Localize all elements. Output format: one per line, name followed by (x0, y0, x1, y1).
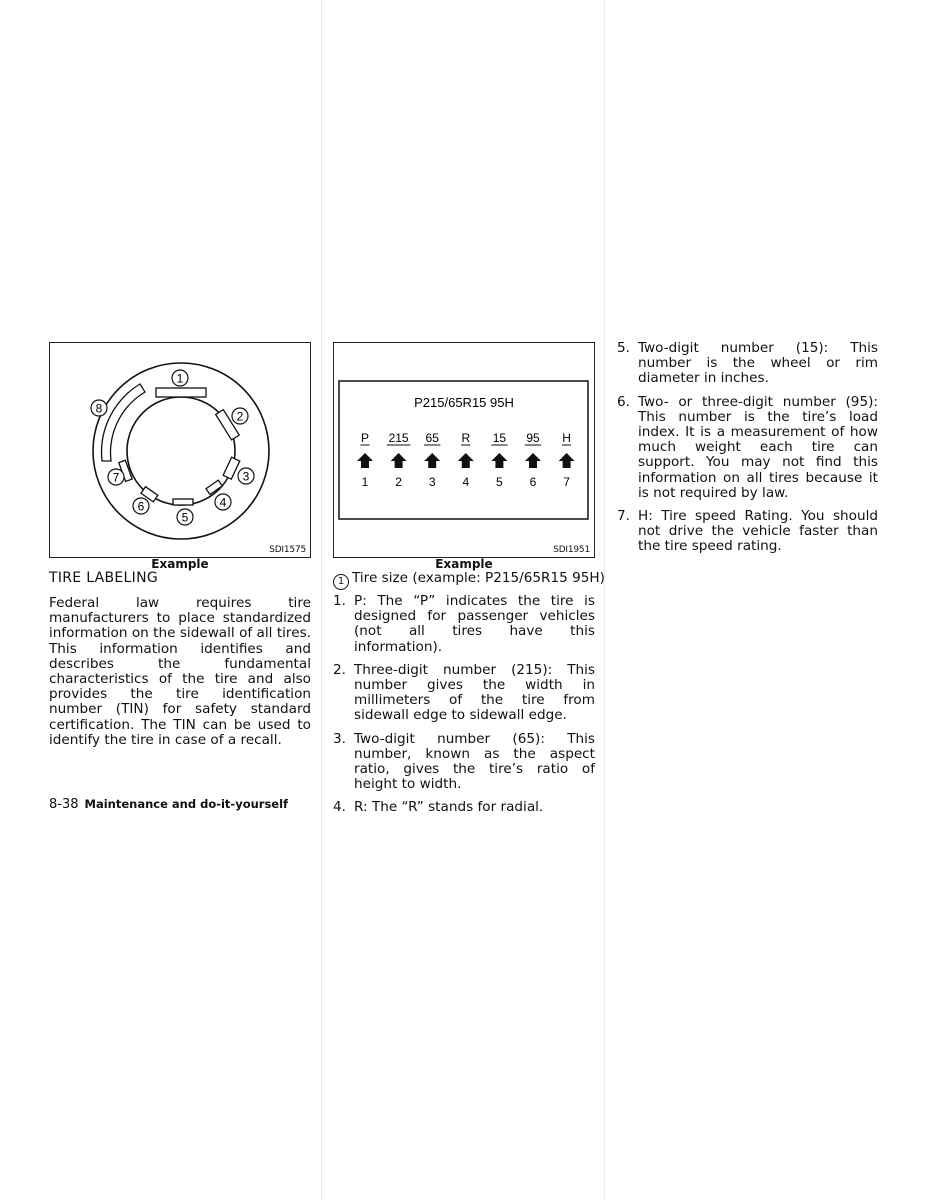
tire-code-text: P215/65R15 95H (414, 395, 514, 410)
section-heading: TIRE LABELING (49, 570, 159, 586)
part-number: 4 (462, 475, 470, 489)
svg-text:2: 2 (236, 409, 244, 424)
figure-caption: Example (151, 557, 209, 571)
list-item: 4. R: The “R” stands for radial. (333, 799, 544, 816)
figure-code: SDI1575 (269, 545, 306, 555)
column-gutter-2 (604, 0, 605, 1200)
callout-8 (91, 400, 107, 416)
callout-6 (133, 498, 149, 514)
list-item: 1. P: The “P” indicates the tire is designed for passenger vehicles (not all tires have this information). (333, 593, 595, 655)
tire-parts-list-a (333, 594, 595, 824)
part-label: R (461, 431, 471, 445)
label-box-5 (173, 499, 193, 505)
section-body: Federal law requires tire manufacturers to place standardized information on the sidewall of all tires. This information identifies and describes the fundamental characteristics of the tire and also provides the tire identification number (TIN) for safety standard certification. The TIN can be used to identify the tire in case of a recall. (49, 595, 311, 748)
svg-text:8: 8 (95, 401, 103, 416)
callout-5 (177, 509, 193, 525)
tire-parts-list-b (617, 341, 878, 563)
part-number: 1 (361, 475, 369, 489)
list-item: 2. Three-digit number (215): This number gives the width in millimeters of the tire from sidewall edge to sidewall edge. (333, 661, 595, 724)
list-item: 5. Two-digit number (15): This number is the wheel or rim diameter in inches. (617, 340, 878, 387)
tire-sidewall-figure (49, 342, 311, 558)
part-number: 5 (496, 475, 503, 489)
svg-text:7: 7 (112, 470, 120, 485)
column-gutter-1 (321, 0, 322, 1200)
figure-caption: Example (435, 557, 493, 571)
part-number: 7 (563, 475, 570, 489)
callout-2 (232, 408, 248, 424)
list-item: 7. H: Tire speed Rating. You should not drive the vehicle faster than the tire speed rating. (617, 508, 878, 555)
svg-text:4: 4 (219, 495, 227, 510)
part-number: 2 (395, 475, 402, 489)
figure-code: SDI1951 (553, 545, 590, 555)
label-box-3 (223, 457, 240, 479)
tire-code-figure (333, 342, 595, 558)
tire-code-diagram (334, 343, 594, 557)
callout-3 (238, 468, 254, 484)
tire-size-text: Tire size (example: P215/65R15 95H) (352, 570, 605, 586)
part-label: 95 (526, 431, 540, 445)
part-label: P (360, 431, 370, 445)
svg-text:1: 1 (176, 371, 184, 386)
part-label: 215 (388, 431, 409, 445)
part-label: H (562, 431, 571, 445)
part-label: 15 (492, 431, 507, 445)
svg-text:3: 3 (242, 469, 250, 484)
tire-sidewall-diagram (50, 343, 310, 557)
list-item: 6. Two- or three-digit number (95): This number is the tire’s load index. It is a measurement of how much weight each tire can support. You may not find this information on all tires because it is not required by law. (617, 393, 878, 501)
label-box-1 (156, 388, 206, 397)
callout-7 (108, 469, 124, 485)
callout-1 (172, 370, 188, 386)
callout-4 (215, 494, 231, 510)
label-box-4 (206, 480, 222, 494)
svg-text:6: 6 (137, 499, 145, 514)
page-number: 8-38 (49, 797, 79, 812)
svg-text:5: 5 (181, 510, 189, 525)
callout-marker: 1 (333, 574, 349, 590)
page-footer (49, 797, 288, 812)
part-number: 6 (529, 475, 537, 489)
label-arc-8 (102, 384, 145, 461)
list-item: 3. Two-digit number (65): This number, known as the aspect ratio, gives the tire’s ratio of height to width. (333, 730, 595, 793)
part-label: 65 (425, 431, 439, 445)
tire-size-line (333, 570, 605, 590)
chapter-title: Maintenance and do-it-yourself (84, 797, 289, 811)
part-number: 3 (428, 475, 436, 489)
